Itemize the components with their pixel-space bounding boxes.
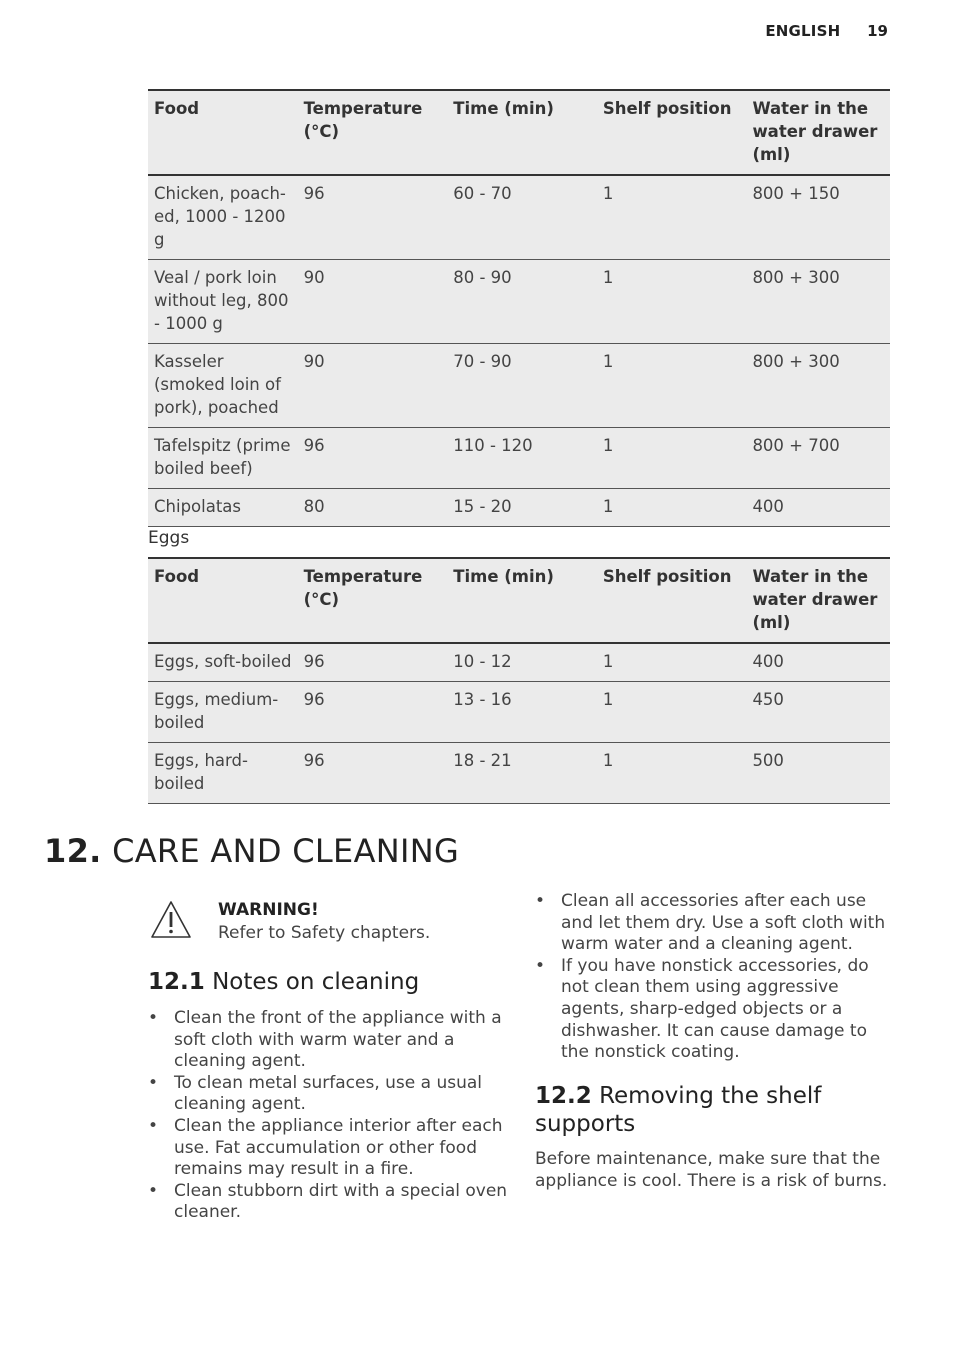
table-cell: 1	[597, 489, 747, 527]
table-cell: Kasseler (smoked loin of pork), poached	[148, 344, 298, 428]
table-cell: 800 + 300	[746, 260, 890, 344]
column-header-shelf: Shelf position	[597, 558, 747, 643]
header-language: ENGLISH	[765, 22, 841, 40]
table-row	[148, 489, 890, 527]
column-header-food: Food	[148, 558, 298, 643]
cleaning-notes-list	[148, 1008, 510, 1224]
list-item: • Clean the front of the appliance with a soft cloth with warm water and a cleaning agent.	[148, 1008, 510, 1073]
table-cell: 96	[298, 643, 448, 682]
column-header-food: Food	[148, 90, 298, 175]
section-heading-notes-on-cleaning	[148, 968, 419, 996]
table-cell: 110 - 120	[447, 428, 597, 489]
column-header-water: Water in the water drawer (ml)	[746, 90, 890, 175]
table-row	[148, 643, 890, 682]
list-item: • To clean metal surfaces, use a usual cleaning agent.	[148, 1073, 510, 1116]
table-row	[148, 344, 890, 428]
table-cell: 1	[597, 344, 747, 428]
table-row	[148, 260, 890, 344]
table-cell: 60 - 70	[447, 175, 597, 260]
section-title: Removing the shelf supports	[535, 1083, 822, 1137]
list-item: • Clean all accessories after each use and let them dry. Use a soft cloth with warm water and a cleaning agent.	[535, 891, 890, 956]
table-row	[148, 743, 890, 804]
table-cell: Eggs, soft-boiled	[148, 643, 298, 682]
table-cell: 96	[298, 175, 448, 260]
table-cell: 90	[298, 344, 448, 428]
table-row	[148, 428, 890, 489]
table-cell: 800 + 700	[746, 428, 890, 489]
table-cell: 18 - 21	[447, 743, 597, 804]
table-cell: Chipolatas	[148, 489, 298, 527]
maintenance-paragraph: Before maintenance, make sure that the appliance is cool. There is a risk of burns.	[535, 1149, 888, 1191]
table-row	[148, 682, 890, 743]
table-cell: 96	[298, 743, 448, 804]
table-cell: 90	[298, 260, 448, 344]
list-item: • Clean stubborn dirt with a special oven cleaner.	[148, 1181, 510, 1224]
column-header-shelf: Shelf position	[597, 90, 747, 175]
table-cell: 1	[597, 743, 747, 804]
table-cell: 1	[597, 643, 747, 682]
table-cell: 96	[298, 682, 448, 743]
chapter-title: CARE AND CLEANING	[112, 832, 460, 870]
section-title: Notes on cleaning	[212, 969, 420, 995]
table-cell: 70 - 90	[447, 344, 597, 428]
warning-box	[150, 900, 510, 950]
table-cell: 800 + 300	[746, 344, 890, 428]
chapter-number: 12.	[44, 832, 102, 870]
table-cell: Tafelspitz (prime boiled beef)	[148, 428, 298, 489]
table-header-row	[148, 90, 890, 175]
table-cell: Eggs, hard-boiled	[148, 743, 298, 804]
table-row	[148, 175, 890, 260]
table-cell: 80	[298, 489, 448, 527]
table-cell: 400	[746, 643, 890, 682]
eggs-cooking-table	[148, 557, 890, 804]
page-number: 19	[867, 22, 888, 40]
section-number: 12.2	[535, 1083, 592, 1109]
table-cell: 450	[746, 682, 890, 743]
page-header	[765, 22, 888, 40]
table-cell: 1	[597, 175, 747, 260]
table-cell: Chicken, poach-ed, 1000 - 1200 g	[148, 175, 298, 260]
table-cell: 13 - 16	[447, 682, 597, 743]
column-header-time: Time (min)	[447, 558, 597, 643]
table-cell: 1	[597, 682, 747, 743]
section-number: 12.1	[148, 969, 205, 995]
list-item: • If you have nonstick accessories, do not clean them using aggressive agents, sharp-edged objects or a dishwasher. It can cause damage to the nonstick coating.	[535, 956, 890, 1064]
column-header-temperature: Temperature (°C)	[298, 558, 448, 643]
column-header-time: Time (min)	[447, 90, 597, 175]
table-cell: 15 - 20	[447, 489, 597, 527]
table-cell: 500	[746, 743, 890, 804]
eggs-subheading: Eggs	[148, 528, 190, 548]
warning-triangle-icon	[150, 900, 192, 940]
table-cell: Eggs, medium-boiled	[148, 682, 298, 743]
table-cell: 10 - 12	[447, 643, 597, 682]
warning-text: Refer to Safety chapters.	[218, 923, 431, 943]
column-header-temperature: Temperature (°C)	[298, 90, 448, 175]
table-header-row	[148, 558, 890, 643]
chapter-heading	[44, 832, 459, 870]
column-header-water: Water in the water drawer (ml)	[746, 558, 890, 643]
table-cell: 400	[746, 489, 890, 527]
table-cell: 96	[298, 428, 448, 489]
table-cell: 1	[597, 428, 747, 489]
section-heading-removing-shelf-supports	[535, 1082, 890, 1138]
meat-cooking-table	[148, 89, 890, 527]
list-item: • Clean the appliance interior after each use. Fat accumulation or other food remains may result in a fire.	[148, 1116, 510, 1181]
table-cell: 800 + 150	[746, 175, 890, 260]
table-cell: 1	[597, 260, 747, 344]
table-cell: Veal / pork loin without leg, 800 - 1000 g	[148, 260, 298, 344]
table-cell: 80 - 90	[447, 260, 597, 344]
warning-title: WARNING!	[218, 900, 319, 920]
accessories-cleaning-list	[535, 891, 890, 1064]
